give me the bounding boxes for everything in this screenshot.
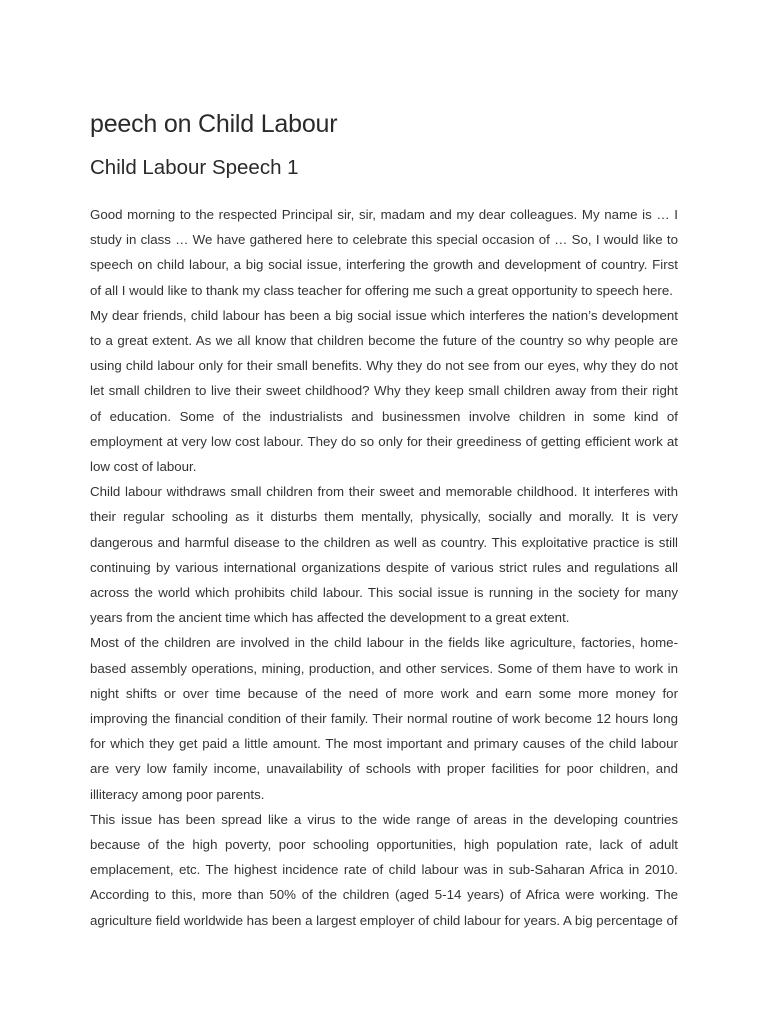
document-title: peech on Child Labour <box>90 110 338 138</box>
paragraph: This issue has been spread like a virus to the wide range of areas in the developing countries because of the high poverty, poor schooling opportunities, high population rate, lack of adult emplacement, etc. The highest incidence rate of child labour was in sub-Saharan Africa in 2010. According to this, more than 50% of the children (aged 5-14 years) of Africa were working. The agriculture field worldwide has been a largest employer of child labour for years. A big percentage of <box>90 811 678 928</box>
paragraph: My dear friends, child labour has been a big social issue which interferes the nation’s development to a great extent. As we all know that children become the future of the country so why people are using child labour only for their small benefits. Why they do not see from our eyes, why they do not let small children to live their sweet childhood? Why they keep small children away from their right of education. Some of the industrialists and businessmen involve children in some kind of employment at very low cost labour. They do so only for their greediness of getting efficient work at low cost of labour. <box>90 307 678 475</box>
paragraph: Child labour withdraws small children from their sweet and memorable childhood. It interferes with their regular schooling as it disturbs them mentally, physically, socially and morally. It is very dangerous and harmful disease to the children as well as country. This exploitative practice is still continuing by various international organizations despite of various strict rules and regulations all across the world which prohibits child labour. This social issue is running in the society for many years from the ancient time which has affected the development to a great extent. <box>90 484 678 626</box>
document-body <box>90 202 678 933</box>
paragraph: Most of the children are involved in the child labour in the fields like agriculture, factories, home-based assembly operations, mining, production, and other services. Some of them have to work in night shifts or over time because of the need of more work and earn some more money for improving the financial condition of their family. Their normal routine of work become 12 hours long for which they get paid a little amount. The most important and primary causes of the child labour are very low family income, unavailability of schools with proper facilities for poor children, and illiteracy among poor parents. <box>90 635 678 802</box>
section-title: Child Labour Speech 1 <box>90 156 299 179</box>
paragraph: Good morning to the respected Principal sir, sir, madam and my dear colleagues. My name is … I study in class … We have gathered here to celebrate this special occasion of … So, I would like to speech on child labour, a big social issue, interfering the growth and development of country. First of all I would like to thank my class teacher for offering me such a great opportunity to speech here. <box>90 207 678 298</box>
